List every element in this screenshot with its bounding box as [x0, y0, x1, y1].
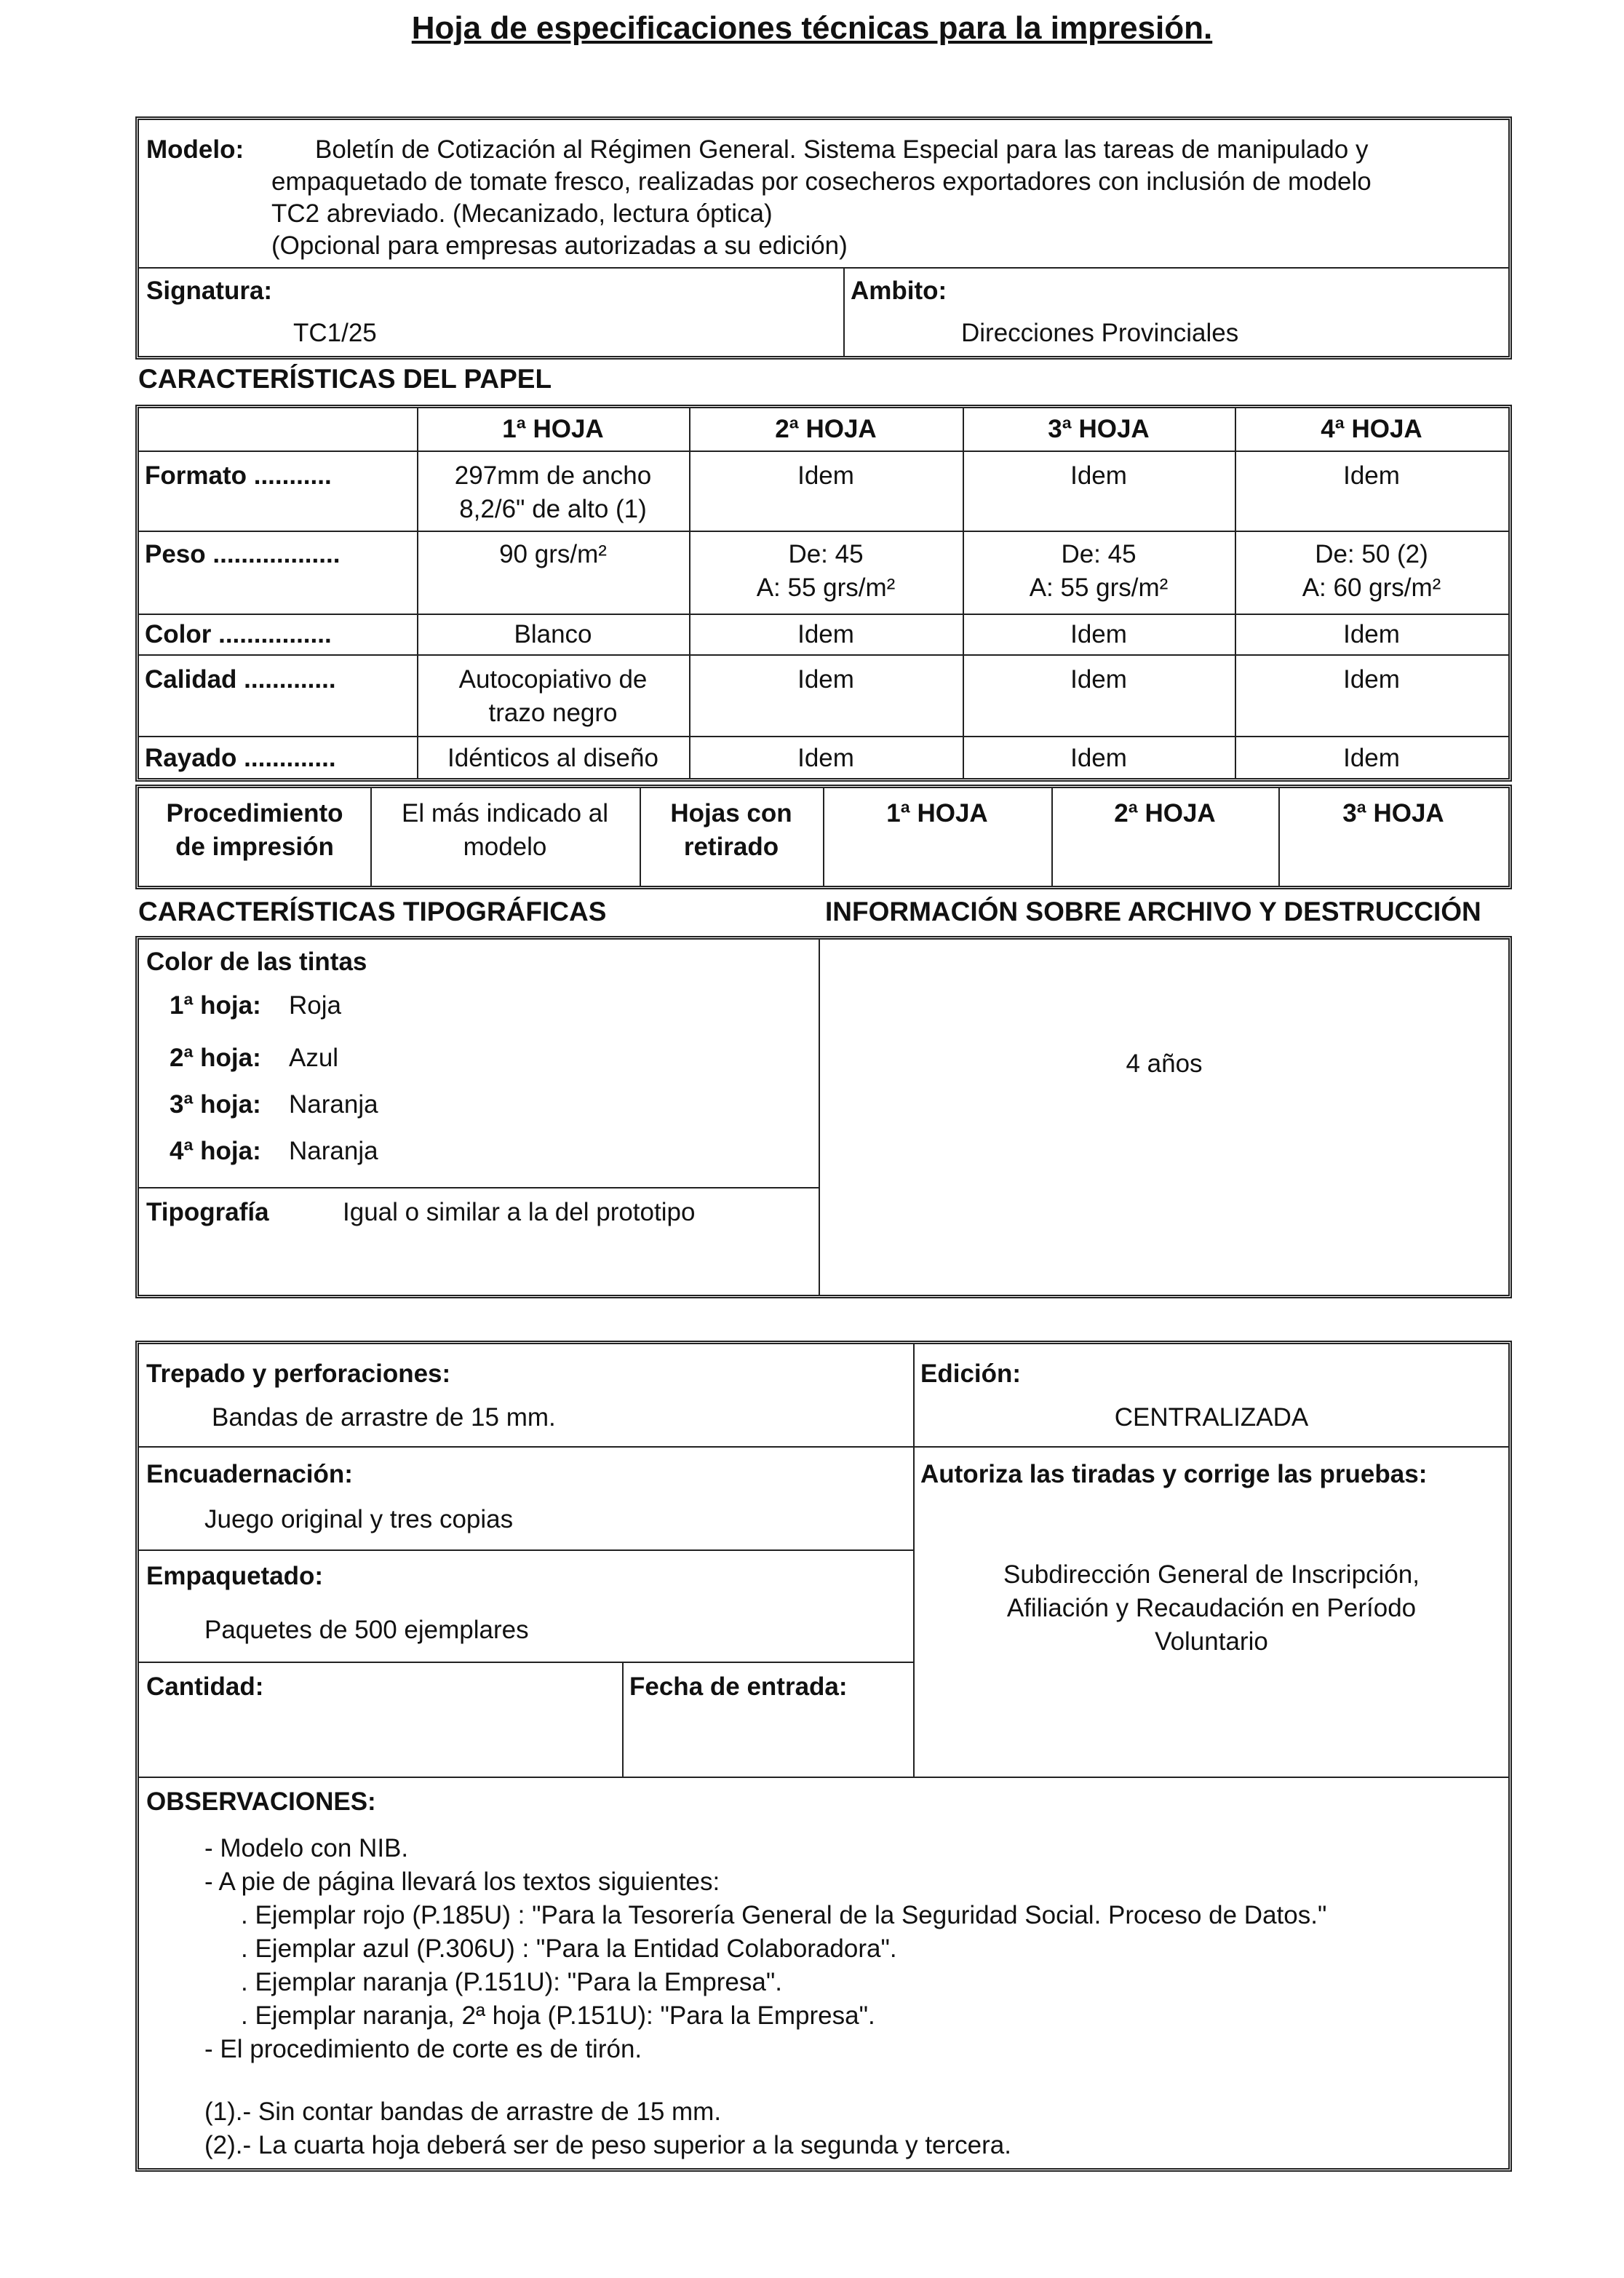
rayado-h3: Idem: [1070, 744, 1127, 772]
observacion-line: . Ejemplar rojo (P.185U) : "Para la Tesorería General de la Seguridad Social. Proceso de Datos.": [241, 1901, 1327, 1929]
produccion-box: [135, 1341, 1512, 2172]
formato-h1-line1: 297mm de ancho: [454, 461, 652, 490]
peso-h3-line1: De: 45: [1061, 540, 1137, 568]
rayado-label: Rayado .............: [145, 744, 336, 772]
cantidad-label: Cantidad:: [146, 1672, 264, 1701]
tinta-color-4: Naranja: [289, 1137, 378, 1165]
modelo-label: Modelo:: [146, 135, 244, 164]
peso-label: Peso ..................: [145, 540, 341, 568]
peso-h4-line1: De: 50 (2): [1315, 540, 1428, 568]
calidad-h4: Idem: [1343, 665, 1400, 694]
formato-label: Formato ...........: [145, 461, 332, 490]
retirado-h1: 1ª HOJA: [886, 799, 988, 828]
tinta-color-3: Naranja: [289, 1090, 378, 1119]
autoriza-line-2: Afiliación y Recaudación en Período: [1006, 1594, 1417, 1622]
tinta-hoja-3: 3ª hoja:: [170, 1090, 261, 1119]
peso-h4-line2: A: 60 grs/m²: [1302, 574, 1441, 602]
retirado-h3: 3ª HOJA: [1342, 799, 1444, 828]
edicion-label: Edición:: [920, 1360, 1022, 1388]
modelo-line-1: Boletín de Cotización al Régimen General. Sistema Especial para las tareas de manipulado y: [315, 135, 1369, 164]
peso-h1: 90 grs/m²: [499, 540, 607, 568]
color-h1: Blanco: [514, 620, 592, 648]
archivo-heading: INFORMACIÓN SOBRE ARCHIVO Y DESTRUCCIÓN: [825, 897, 1481, 926]
calidad-h3: Idem: [1070, 665, 1127, 694]
tinta-color-1: Roja: [289, 991, 341, 1020]
formato-h1-line2: 8,2/6" de alto (1): [459, 495, 647, 523]
trepado-label: Trepado y perforaciones:: [146, 1360, 451, 1388]
fecha-entrada-label: Fecha de entrada:: [629, 1672, 848, 1701]
rayado-h1: Idénticos al diseño: [447, 744, 658, 772]
color-h2: Idem: [797, 620, 854, 648]
tipograficas-box: [135, 936, 1512, 1298]
formato-h3: Idem: [1070, 461, 1127, 490]
autoriza-label: Autoriza las tiradas y corrige las pruebas:: [920, 1460, 1428, 1488]
papel-col-1: 1ª HOJA: [502, 415, 604, 443]
tipografia-value: Igual o similar a la del prototipo: [343, 1198, 696, 1226]
calidad-label: Calidad .............: [145, 665, 336, 694]
calidad-h2: Idem: [797, 665, 854, 694]
procedimiento-value-2: modelo: [463, 833, 547, 861]
encuadernacion-value: Juego original y tres copias: [204, 1505, 514, 1533]
ambito-label: Ambito:: [851, 277, 947, 305]
procedimiento-value-1: El más indicado al: [401, 799, 609, 828]
papel-col-4: 4ª HOJA: [1321, 415, 1422, 443]
procedimiento-box: [135, 785, 1512, 889]
empaquetado-label: Empaquetado:: [146, 1562, 324, 1590]
retirado-label-1: Hojas con: [670, 799, 792, 828]
calidad-h1-line2: trazo negro: [488, 699, 618, 727]
archivo-value: 4 años: [1126, 1049, 1203, 1078]
observacion-line: - Modelo con NIB.: [204, 1834, 409, 1862]
retirado-label-2: retirado: [683, 833, 779, 861]
tinta-hoja-4: 4ª hoja:: [170, 1137, 261, 1165]
procedimiento-label-1: Procedimiento: [166, 799, 343, 828]
modelo-line-4: (Opcional para empresas autorizadas a su edición): [271, 231, 848, 260]
observacion-line: - El procedimiento de corte es de tirón.: [204, 2035, 642, 2063]
retirado-h2: 2ª HOJA: [1114, 799, 1216, 828]
observacion-note: (1).- Sin contar bandas de arrastre de 15 mm.: [204, 2098, 722, 2126]
rayado-h4: Idem: [1343, 744, 1400, 772]
papel-col-3: 3ª HOJA: [1048, 415, 1150, 443]
signatura-value: TC1/25: [293, 319, 377, 347]
rayado-h2: Idem: [797, 744, 854, 772]
color-tintas-label: Color de las tintas: [146, 948, 367, 976]
formato-h2: Idem: [797, 461, 854, 490]
tinta-hoja-2: 2ª hoja:: [170, 1044, 261, 1072]
peso-h2-line1: De: 45: [788, 540, 864, 568]
papel-col-2: 2ª HOJA: [775, 415, 877, 443]
tinta-hoja-1: 1ª hoja:: [170, 991, 261, 1020]
ambito-value: Direcciones Provinciales: [961, 319, 1239, 347]
modelo-line-2: empaquetado de tomate fresco, realizadas por cosecheros exportadores con inclusión de modelo: [271, 167, 1372, 196]
empaquetado-value: Paquetes de 500 ejemplares: [204, 1616, 529, 1644]
observacion-line: - A pie de página llevará los textos siguientes:: [204, 1868, 720, 1896]
autoriza-line-3: Voluntario: [1155, 1627, 1268, 1656]
observacion-line: . Ejemplar azul (P.306U) : "Para la Entidad Colaboradora".: [241, 1934, 897, 1963]
calidad-h1-line1: Autocopiativo de: [458, 665, 648, 694]
papel-heading: CARACTERÍSTICAS DEL PAPEL: [138, 364, 552, 394]
procedimiento-label-2: de impresión: [175, 833, 334, 861]
edicion-value: CENTRALIZADA: [1114, 1403, 1309, 1432]
color-label: Color ................: [145, 620, 332, 648]
peso-h2-line2: A: 55 grs/m²: [756, 574, 896, 602]
modelo-line-3: TC2 abreviado. (Mecanizado, lectura óptica): [271, 199, 773, 228]
encuadernacion-label: Encuadernación:: [146, 1460, 353, 1488]
autoriza-line-1: Subdirección General de Inscripción,: [1003, 1560, 1420, 1589]
color-h3: Idem: [1070, 620, 1127, 648]
formato-h4: Idem: [1343, 461, 1400, 490]
tipografia-label: Tipografía: [146, 1198, 269, 1226]
color-h4: Idem: [1343, 620, 1400, 648]
observacion-note: (2).- La cuarta hoja deberá ser de peso superior a la segunda y tercera.: [204, 2131, 1011, 2159]
peso-h3-line2: A: 55 grs/m²: [1029, 574, 1169, 602]
page-title: Hoja de especificaciones técnicas para la impresión.: [411, 10, 1213, 46]
papel-table: [135, 405, 1512, 782]
observacion-line: . Ejemplar naranja (P.151U): "Para la Empresa".: [241, 1968, 782, 1996]
tipograficas-heading: CARACTERÍSTICAS TIPOGRÁFICAS: [138, 897, 607, 926]
tinta-color-2: Azul: [289, 1044, 339, 1072]
modelo-box: [135, 116, 1512, 360]
signatura-label: Signatura:: [146, 277, 273, 305]
observacion-line: . Ejemplar naranja, 2ª hoja (P.151U): "Para la Empresa".: [241, 2001, 875, 2030]
observaciones-label: OBSERVACIONES:: [146, 1787, 376, 1816]
trepado-value: Bandas de arrastre de 15 mm.: [212, 1403, 556, 1432]
